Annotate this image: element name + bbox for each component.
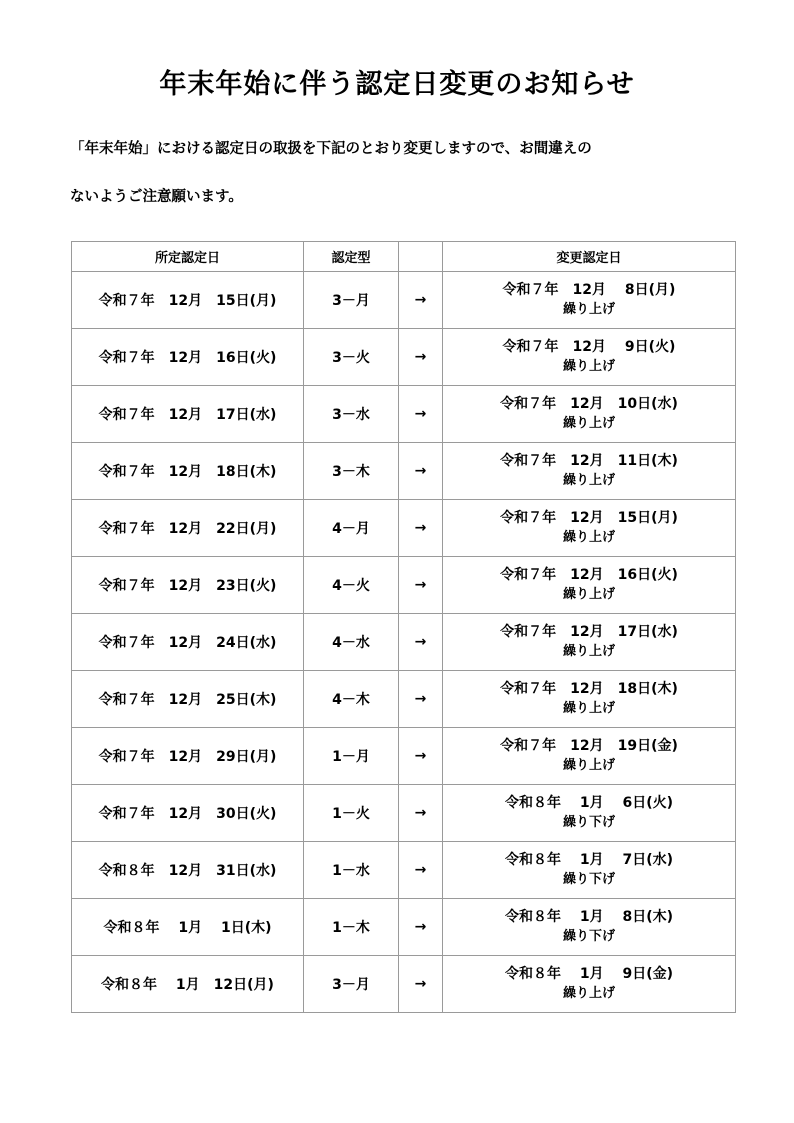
original-date-cell: 令和７年 12月 17日(水) xyxy=(72,386,304,443)
certification-type-cell: 1－水 xyxy=(304,842,399,899)
arrow-icon: → xyxy=(399,842,443,899)
arrow-icon: → xyxy=(399,557,443,614)
change-kind-text: 繰り上げ xyxy=(562,473,615,488)
table-row xyxy=(72,956,736,1013)
original-date-cell: 令和７年 12月 15日(月) xyxy=(72,272,304,329)
original-date-cell: 令和７年 12月 18日(木) xyxy=(72,443,304,500)
certification-type-cell: 3－火 xyxy=(304,329,399,386)
table-row xyxy=(72,500,736,557)
change-kind-text: 繰り上げ xyxy=(562,359,615,374)
arrow-icon: → xyxy=(399,614,443,671)
new-date-text: 令和８年 1月 8日(木) xyxy=(504,909,674,925)
new-date-cell xyxy=(443,956,736,1013)
original-date-cell: 令和８年 12月 31日(水) xyxy=(72,842,304,899)
table-row xyxy=(72,842,736,899)
table-row xyxy=(72,785,736,842)
arrow-icon: → xyxy=(399,899,443,956)
original-date-cell: 令和７年 12月 29日(月) xyxy=(72,728,304,785)
intro-text-line-2: ないようご注意願います。 xyxy=(70,189,243,205)
table-header-row xyxy=(72,242,736,272)
arrow-icon: → xyxy=(399,956,443,1013)
original-date-cell: 令和７年 12月 23日(火) xyxy=(72,557,304,614)
new-date-cell xyxy=(443,443,736,500)
change-kind-text: 繰り上げ xyxy=(562,416,615,431)
original-date-cell: 令和７年 12月 24日(水) xyxy=(72,614,304,671)
arrow-icon: → xyxy=(399,386,443,443)
original-date-cell: 令和７年 12月 16日(火) xyxy=(72,329,304,386)
original-date-cell: 令和８年 1月 12日(月) xyxy=(72,956,304,1013)
arrow-icon: → xyxy=(399,272,443,329)
change-kind-text: 繰り下げ xyxy=(562,929,615,944)
table-row xyxy=(72,443,736,500)
certification-type-cell: 3－水 xyxy=(304,386,399,443)
new-date-cell xyxy=(443,500,736,557)
new-date-text: 令和７年 12月 11日(木) xyxy=(500,453,678,469)
page-title: 年末年始に伴う認定日変更のお知らせ xyxy=(159,69,635,100)
certification-type-cell: 1－火 xyxy=(304,785,399,842)
new-date-text: 令和７年 12月 18日(木) xyxy=(500,681,678,697)
change-kind-text: 繰り上げ xyxy=(562,644,615,659)
change-kind-text: 繰り上げ xyxy=(562,302,615,317)
new-date-text: 令和７年 12月 19日(金) xyxy=(500,738,678,754)
certification-type-cell: 1－木 xyxy=(304,899,399,956)
table-row xyxy=(72,329,736,386)
certification-type-cell: 4－月 xyxy=(304,500,399,557)
new-date-text: 令和７年 12月 17日(水) xyxy=(500,624,678,640)
new-date-text: 令和７年 12月 8日(月) xyxy=(502,282,676,298)
change-kind-text: 繰り下げ xyxy=(562,872,615,887)
new-date-text: 令和８年 1月 9日(金) xyxy=(504,966,674,982)
new-date-text: 令和７年 12月 9日(火) xyxy=(502,339,676,355)
new-date-text: 令和８年 1月 6日(火) xyxy=(504,795,674,811)
certification-type-cell: 3－月 xyxy=(304,956,399,1013)
change-kind-text: 繰り上げ xyxy=(562,530,615,545)
certification-type-cell: 3－木 xyxy=(304,443,399,500)
change-kind-text: 繰り下げ xyxy=(562,815,615,830)
table-row xyxy=(72,899,736,956)
arrow-icon: → xyxy=(399,500,443,557)
arrow-icon: → xyxy=(399,728,443,785)
new-date-cell xyxy=(443,557,736,614)
new-date-cell xyxy=(443,842,736,899)
arrow-icon: → xyxy=(399,671,443,728)
change-kind-text: 繰り上げ xyxy=(562,758,615,773)
new-date-text: 令和８年 1月 7日(水) xyxy=(504,852,674,868)
new-date-cell xyxy=(443,614,736,671)
table-row xyxy=(72,614,736,671)
new-date-text: 令和７年 12月 10日(水) xyxy=(500,396,678,412)
table-row xyxy=(72,272,736,329)
table-row xyxy=(72,671,736,728)
change-kind-text: 繰り上げ xyxy=(562,587,615,602)
arrow-icon: → xyxy=(399,329,443,386)
arrow-icon: → xyxy=(399,443,443,500)
certification-type-cell: 1－月 xyxy=(304,728,399,785)
original-date-cell: 令和７年 12月 25日(木) xyxy=(72,671,304,728)
arrow-icon: → xyxy=(399,785,443,842)
header-original-date: 所定認定日 xyxy=(72,242,304,272)
header-new-date: 変更認定日 xyxy=(443,242,736,272)
new-date-cell xyxy=(443,671,736,728)
new-date-cell xyxy=(443,899,736,956)
original-date-cell: 令和８年 1月 1日(木) xyxy=(72,899,304,956)
change-kind-text: 繰り上げ xyxy=(562,701,615,716)
table-row xyxy=(72,386,736,443)
header-type: 認定型 xyxy=(304,242,399,272)
new-date-text: 令和７年 12月 16日(火) xyxy=(500,567,678,583)
certification-type-cell: 3－月 xyxy=(304,272,399,329)
certification-type-cell: 4－火 xyxy=(304,557,399,614)
new-date-text: 令和７年 12月 15日(月) xyxy=(500,510,678,526)
original-date-cell: 令和７年 12月 22日(月) xyxy=(72,500,304,557)
new-date-cell xyxy=(443,329,736,386)
new-date-cell xyxy=(443,785,736,842)
original-date-cell: 令和７年 12月 30日(火) xyxy=(72,785,304,842)
new-date-cell xyxy=(443,272,736,329)
header-arrow xyxy=(399,242,443,272)
new-date-cell xyxy=(443,386,736,443)
schedule-table xyxy=(71,241,736,1013)
certification-type-cell: 4－水 xyxy=(304,614,399,671)
table-row xyxy=(72,557,736,614)
certification-type-cell: 4－木 xyxy=(304,671,399,728)
table-row xyxy=(72,728,736,785)
new-date-cell xyxy=(443,728,736,785)
change-kind-text: 繰り上げ xyxy=(562,986,615,1001)
intro-text-line-1: 「年末年始」における認定日の取扱を下記のとおり変更しますので、お間違えの xyxy=(70,141,592,157)
